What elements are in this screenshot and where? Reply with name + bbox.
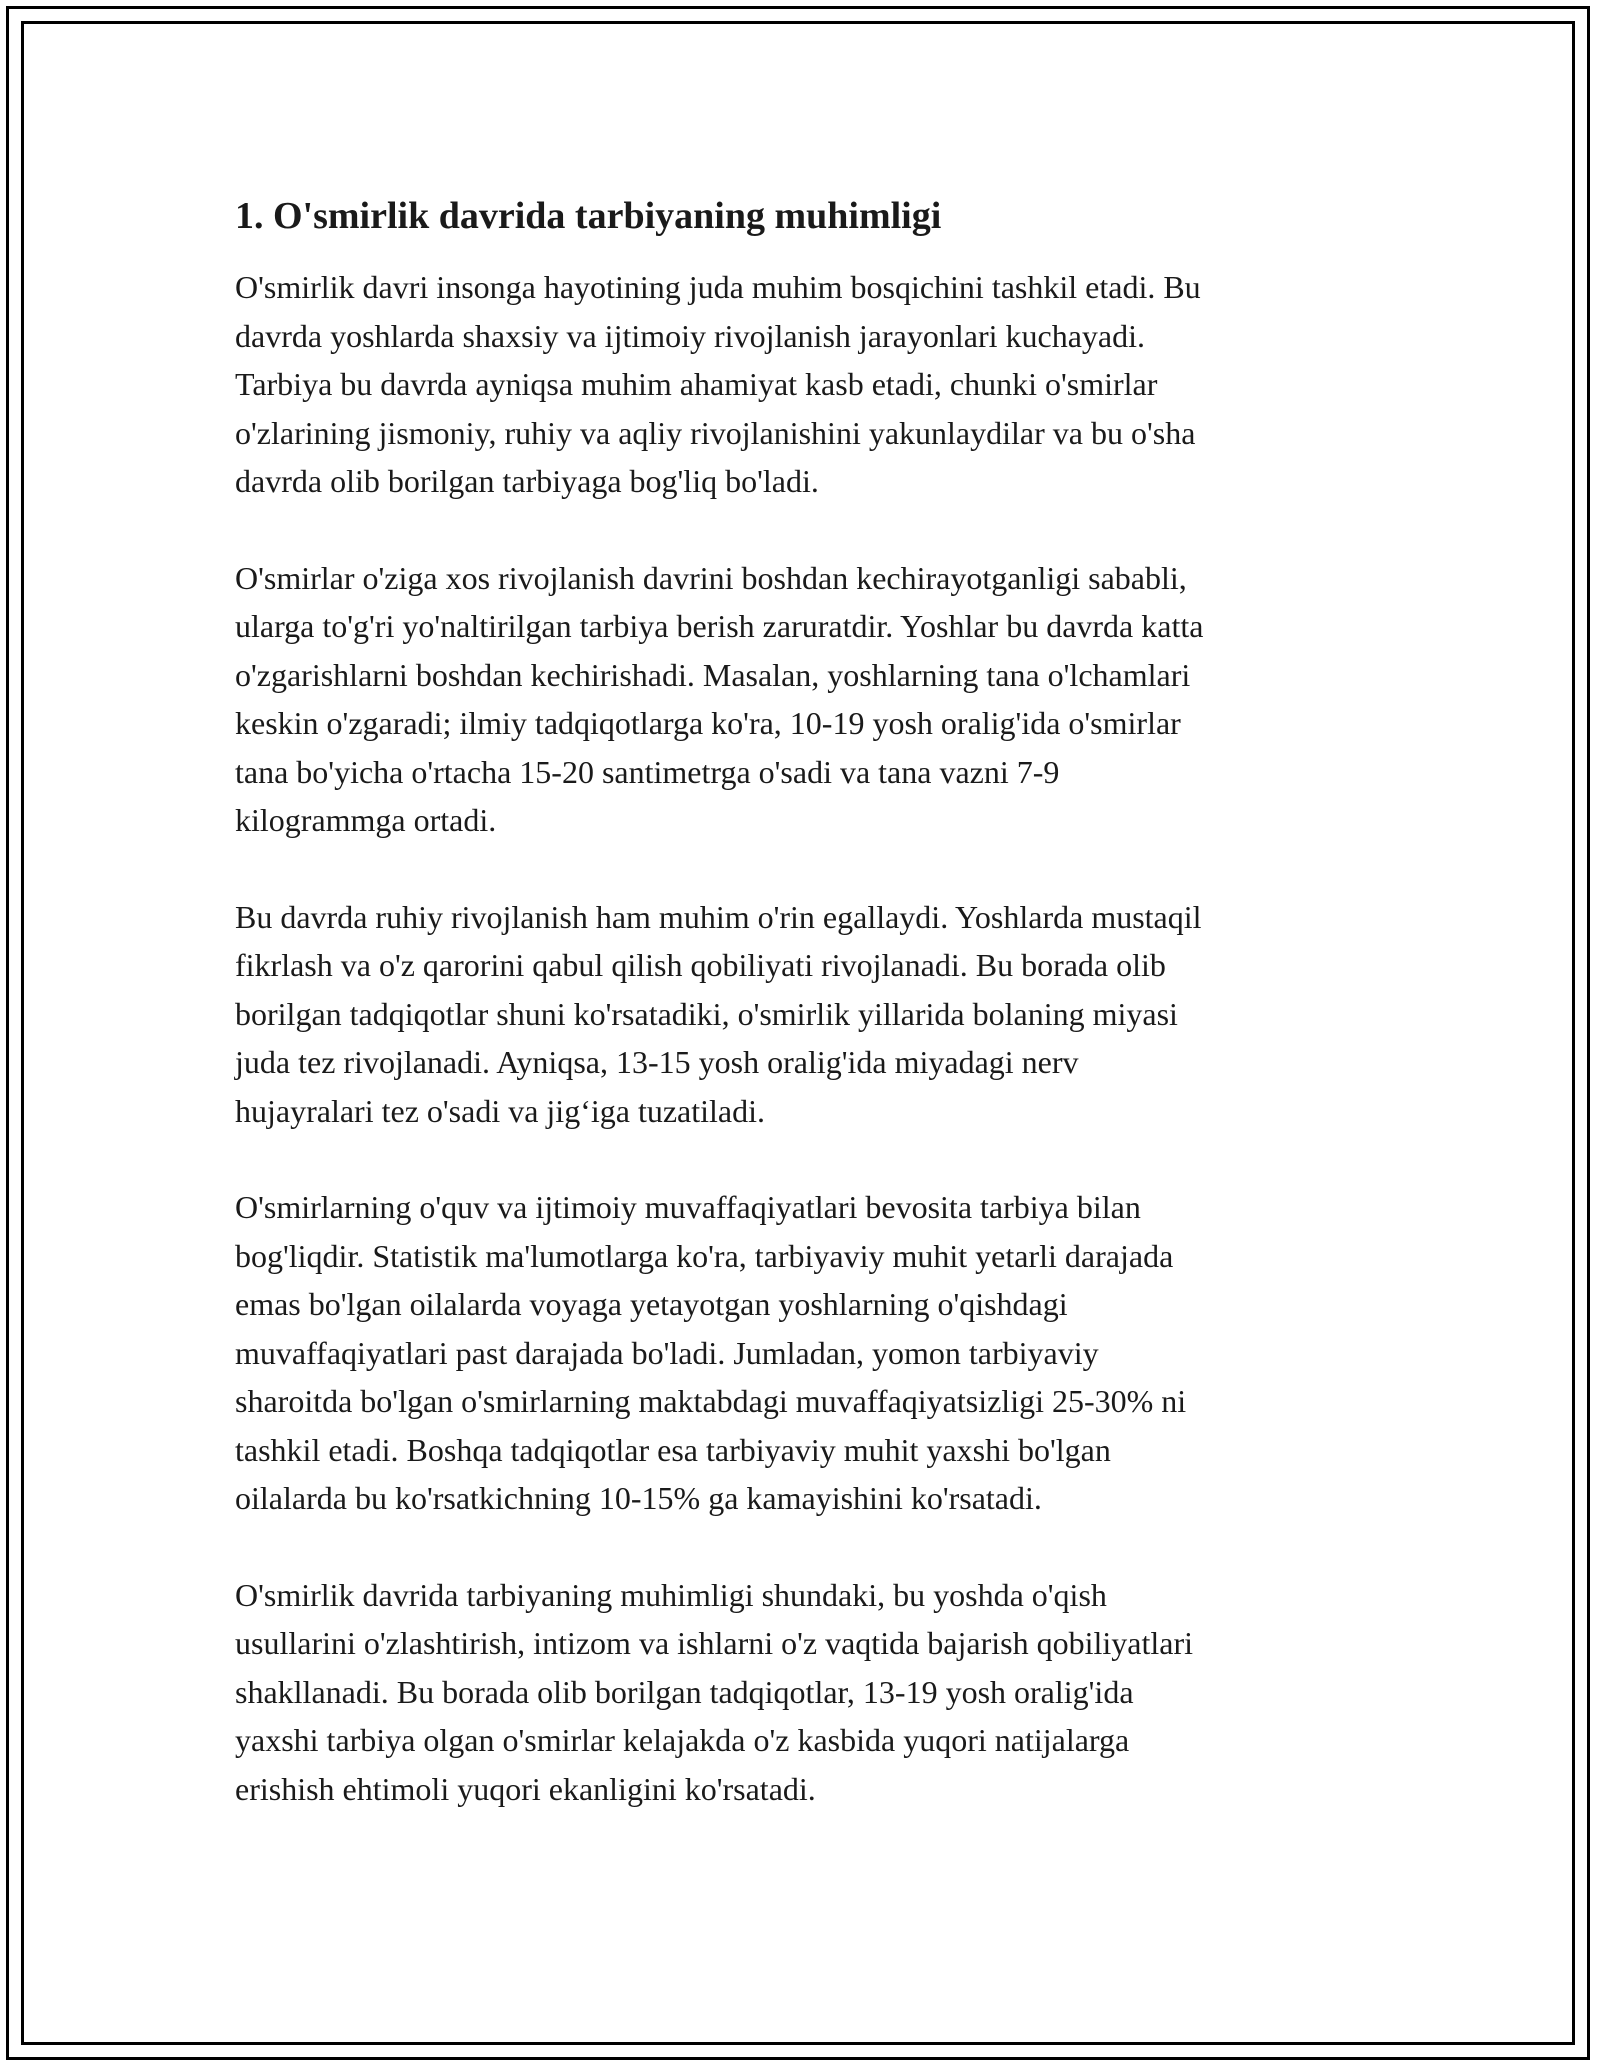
paragraph <box>235 1183 1370 1523</box>
text-line: O'smirlik davrida tarbiyaning muhimligi shundaki, bu yoshda o'qish <box>235 1576 1107 1613</box>
text-line: kilogrammga ortadi. <box>235 802 497 839</box>
paragraph <box>235 1571 1370 1814</box>
text-line: yaxshi tarbiya olgan o'smirlar kelajakda o'z kasbida yuqori natijalarga <box>235 1722 1130 1759</box>
text-line: emas bo'lgan oilalarda voyaga yetayotgan yoshlarning o'qishdagi <box>235 1286 1068 1323</box>
document-body <box>235 180 1370 1861</box>
text-line: shakllanadi. Bu borada olib borilgan tadqiqotlar, 13-19 yosh oralig'ida <box>235 1673 1134 1710</box>
paragraph <box>235 893 1370 1136</box>
text-line: bog'liqdir. Statistik ma'lumotlarga ko'ra, tarbiyaviy muhit yetarli darajada <box>235 1237 1174 1274</box>
text-line: Tarbiya bu davrda ayniqsa muhim ahamiyat kasb etadi, chunki o'smirlar <box>235 366 1158 403</box>
text-line: borilgan tadqiqotlar shuni ko'rsatadiki, o'smirlik yillarida bolaning miyasi <box>235 995 1178 1032</box>
text-line: oilalarda bu ko'rsatkichning 10-15% ga kamayishini ko'rsatadi. <box>235 1480 1042 1517</box>
text-line: o'zgarishlarni boshdan kechirishadi. Masalan, yoshlarning tana o'lchamlari <box>235 656 1191 693</box>
text-line: erishish ehtimoli yuqori ekanligini ko'rsatadi. <box>235 1770 816 1807</box>
text-line: hujayralari tez o'sadi va jig‘iga tuzatiladi. <box>235 1092 765 1129</box>
text-line: fikrlash va o'z qarorini qabul qilish qobiliyati rivojlanadi. Bu borada olib <box>235 947 1166 984</box>
text-line: sharoitda bo'lgan o'smirlarning maktabdagi muvaffaqiyatsizligi 25-30% ni <box>235 1383 1187 1420</box>
text-line: juda tez rivojlanadi. Ayniqsa, 13-15 yosh oralig'ida miyadagi nerv <box>235 1044 1079 1081</box>
text-line: muvaffaqiyatlari past darajada bo'ladi. Jumladan, yomon tarbiyaviy <box>235 1334 1099 1371</box>
text-line: Bu davrda ruhiy rivojlanish ham muhim o'rin egallaydi. Yoshlarda mustaqil <box>235 898 1202 935</box>
text-line: tana bo'yicha o'rtacha 15-20 santimetrga o'sadi va tana vazni 7-9 <box>235 753 1060 790</box>
text-line: davrda olib borilgan tarbiyaga bog'liq bo'ladi. <box>235 463 819 500</box>
text-line: O'smirlik davri insonga hayotining juda muhim bosqichini tashkil etadi. Bu <box>235 269 1201 306</box>
paragraph <box>235 554 1370 845</box>
text-line: O'smirlarning o'quv va ijtimoiy muvaffaqiyatlari bevosita tarbiya bilan <box>235 1189 1141 1226</box>
text-line: O'smirlar o'ziga xos rivojlanish davrini boshdan kechirayotganligi sababli, <box>235 559 1187 596</box>
text-line: usullarini o'zlashtirish, intizom va ishlarni o'z vaqtida bajarish qobiliyatlari <box>235 1625 1193 1662</box>
paragraph <box>235 263 1370 506</box>
text-line: o'zlarining jismoniy, ruhiy va aqliy rivojlanishini yakunlaydilar va bu o'sha <box>235 414 1196 451</box>
section-title: 1. O'smirlik davrida tarbiyaning muhimligi <box>235 195 942 237</box>
text-line: tashkil etadi. Boshqa tadqiqotlar esa tarbiyaviy muhit yaxshi bo'lgan <box>235 1431 1111 1468</box>
text-line: ularga to'g'ri yo'naltirilgan tarbiya berish zaruratdir. Yoshlar bu davrda katta <box>235 608 1204 645</box>
text-line: keskin o'zgaradi; ilmiy tadqiqotlarga ko'ra, 10-19 yosh oralig'ida o'smirlar <box>235 705 1181 742</box>
text-line: davrda yoshlarda shaxsiy va ijtimoiy rivojlanish jarayonlari kuchayadi. <box>235 317 1145 354</box>
